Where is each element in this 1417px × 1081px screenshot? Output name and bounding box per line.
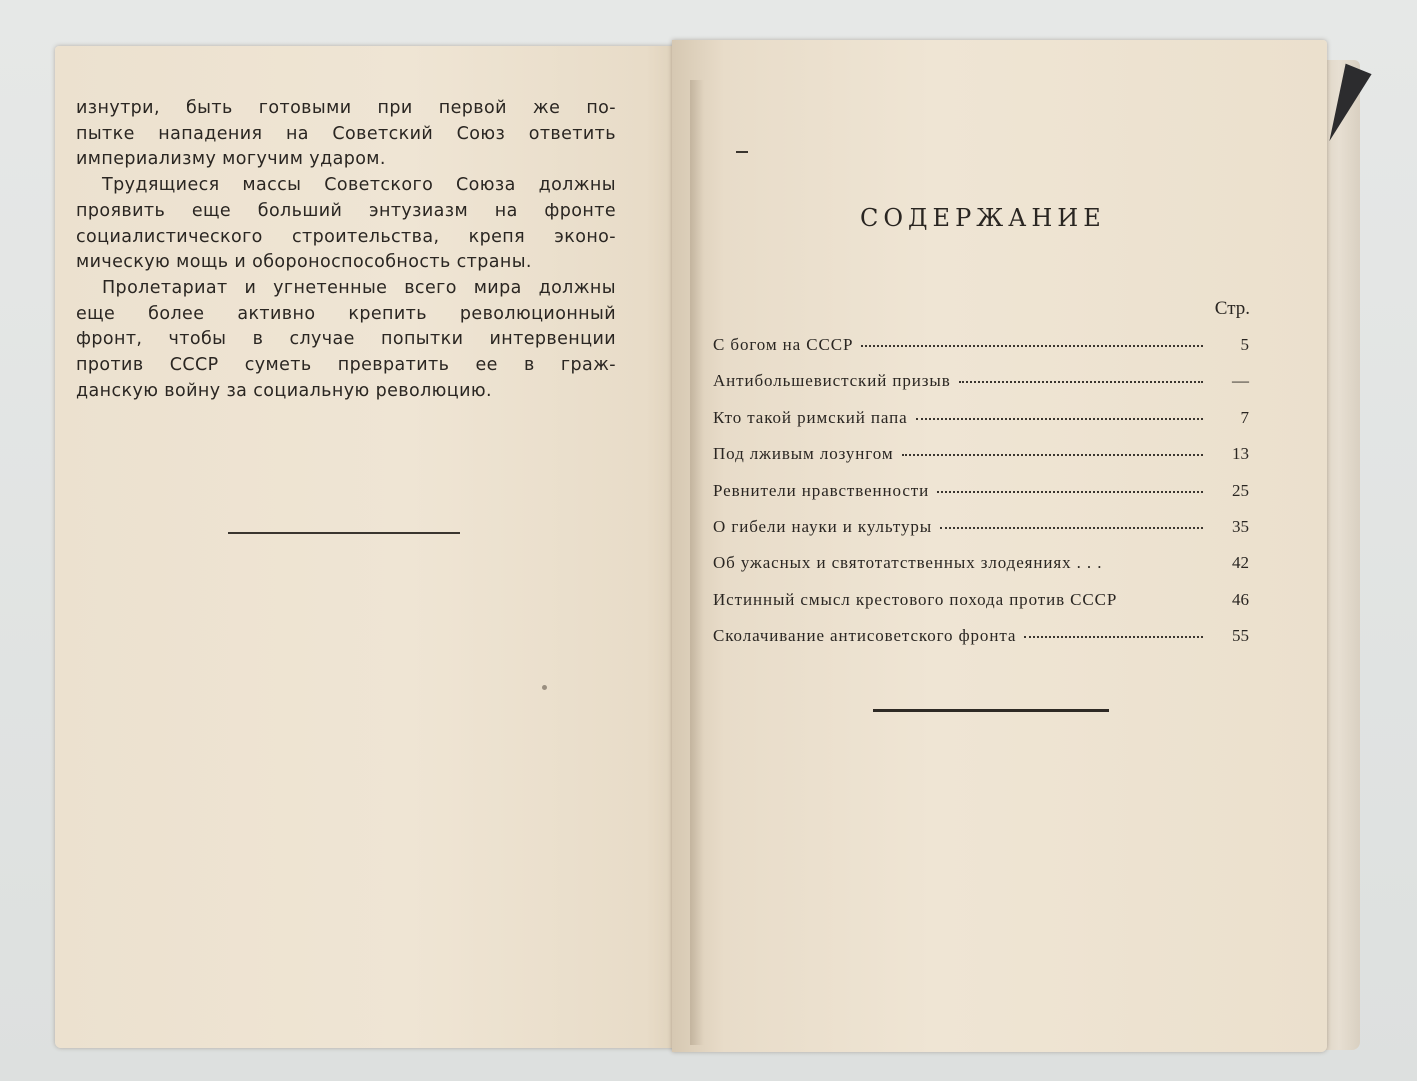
toc-leader-dots: [1125, 600, 1203, 602]
toc-entry-title: Кто такой римский папа: [713, 407, 908, 427]
toc-entry-page: 35: [1232, 516, 1249, 536]
text-line: Трудящиеся массы Советского Союза должны: [102, 175, 616, 196]
toc-entry-page: 25: [1232, 480, 1249, 500]
toc-entry-title: Ревнители нравственности: [713, 480, 930, 500]
text-line: против СССР суметь превратить ее в граж-: [76, 355, 616, 376]
toc-end-divider: [873, 709, 1109, 712]
toc-entry-title: Сколачивание антисоветского фронта: [713, 626, 1017, 646]
toc-leader-dots: [1024, 636, 1203, 638]
toc-entry-page: 46: [1232, 589, 1249, 609]
toc-page-column-header: Стр.: [1214, 298, 1250, 319]
text-line: данскую войну за социальную революцию.: [76, 380, 492, 401]
toc-entry: [713, 517, 1253, 553]
table-of-contents: [713, 335, 1253, 663]
toc-entry-page: 13: [1232, 444, 1249, 464]
toc-leader-dots: [959, 381, 1203, 383]
toc-leader-dots: [916, 418, 1203, 420]
toc-entry-page: 5: [1240, 335, 1249, 354]
text-line: проявить еще больший энтузиазм на фронте: [76, 200, 616, 221]
toc-entry: [713, 481, 1253, 517]
toc-entry: [713, 590, 1253, 626]
printer-mark: [736, 151, 748, 153]
section-divider: [228, 532, 460, 534]
toc-entry-title: Антибольшевистский призыв: [713, 371, 951, 391]
toc-title: СОДЕРЖАНИЕ: [860, 204, 1106, 232]
toc-entry: [713, 371, 1253, 407]
left-page-text: [76, 96, 616, 404]
text-line: империализму могучим ударом.: [76, 149, 386, 170]
text-line: Пролетариат и угнетенные всего мира должны: [102, 277, 616, 298]
text-line: пытке нападения на Советский Союз ответить: [76, 123, 616, 144]
toc-leader-dots: [940, 527, 1203, 529]
toc-entry-page: —: [1232, 371, 1249, 391]
toc-entry: [713, 335, 1253, 371]
text-line: еще более активно крепить революционный: [76, 303, 616, 324]
toc-leader-dots: [861, 345, 1203, 347]
text-line: фронт, чтобы в случае попытки интервенции: [76, 329, 616, 350]
text-line: изнутри, быть готовыми при первой же по-: [76, 98, 616, 118]
paper-smudge: [542, 685, 547, 690]
text-line: социалистического строительства, крепя эконо-: [76, 226, 616, 247]
toc-entry-page: 55: [1232, 626, 1249, 646]
toc-entry-page: 7: [1240, 407, 1249, 427]
toc-entry-title: Истинный смысл крестового похода против СССР: [713, 589, 1118, 609]
toc-leader-dots: [1110, 563, 1203, 565]
toc-leader-dots: [902, 454, 1204, 456]
toc-entry: [713, 553, 1253, 589]
text-line: мическую мощь и обороноспособность страны.: [76, 252, 532, 273]
book-spine: [690, 80, 704, 1045]
toc-leader-dots: [937, 491, 1203, 493]
toc-entry-title: Под лживым лозунгом: [713, 444, 894, 464]
toc-entry-title: О гибели науки и культуры: [713, 516, 933, 536]
toc-entry-title: С богом на СССР: [713, 335, 854, 354]
toc-entry-page: 42: [1232, 553, 1249, 573]
toc-entry: [713, 626, 1253, 662]
toc-entry: [713, 444, 1253, 480]
toc-entry-title: Об ужасных и святотатственных злодеяниях . . .: [713, 553, 1103, 573]
toc-entry: [713, 408, 1253, 444]
